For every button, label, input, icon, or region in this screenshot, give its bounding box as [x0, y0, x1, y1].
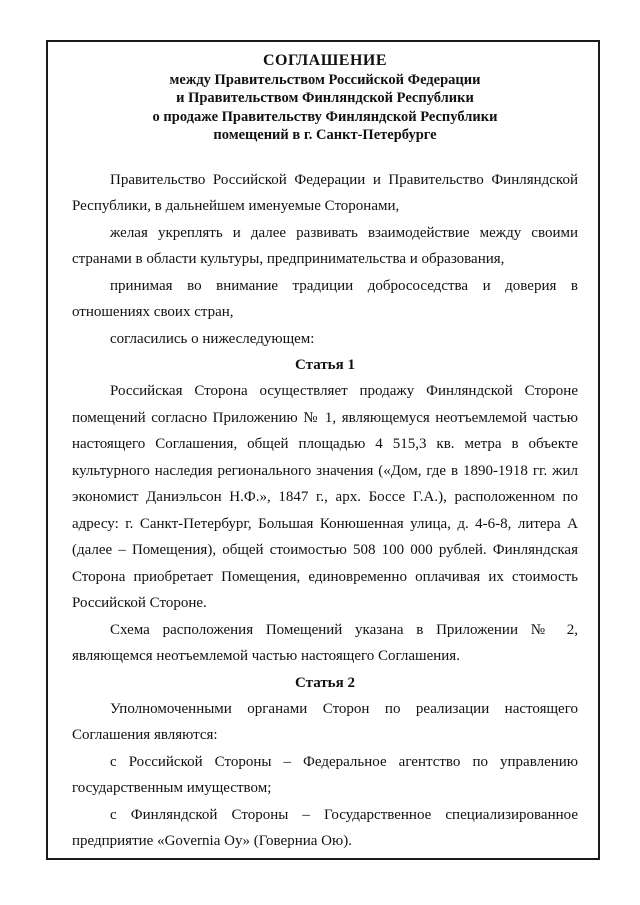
article-paragraph: с Российской Стороны – Федеральное агентство по управлению государственным имуществом;: [72, 753, 578, 796]
subtitle-line: о продаже Правительству Финляндской Республики: [152, 108, 498, 125]
article-2: [72, 670, 578, 855]
document-heading: [72, 52, 578, 145]
document-body: [72, 52, 578, 855]
subtitle-line: помещений в г. Санкт-Петербурге: [213, 127, 437, 143]
preamble: [72, 167, 578, 353]
subtitle-line: между Правительством Российской Федерации: [169, 71, 481, 88]
preamble-paragraph: Правительство Российской Федерации и Правительство Финляндской Республики, в дальнейшем именуемые Сторонами,: [72, 171, 578, 214]
article-paragraph: Российская Сторона осуществляет продажу Финляндской Стороне помещений согласно Приложению № 1, являющемуся неотъемлемой частью настоящего Соглашения, общей площадью 4 515,3 кв. метра в объекте культурного наследия регионального значения («Дом, где в 1890-1918 гг. жил экономист Даниэльсон Н.Ф.», 1847 г., арх. Боссе Г.А.), расположенном по адресу: г. Санкт-Петербург, Большая Конюшенная улица, д. 4-6-8, литера А (далее – Помещения), общей стоимостью 508 100 000 рублей. Финляндская Сторона приобретает Помещения, единовременно оплачивая их стоимость Российской Стороне.: [72, 383, 578, 611]
preamble-paragraph: согласились о нижеследующем:: [110, 330, 315, 347]
article-title: Статья 1: [295, 357, 355, 373]
preamble-paragraph: желая укреплять и далее развивать взаимодействие между своими странами в области культуры, предпринимательства и образования,: [72, 224, 578, 267]
article-1: [72, 352, 578, 670]
subtitle-line: и Правительством Финляндской Республики: [176, 90, 474, 106]
preamble-paragraph: принимая во внимание традиции добрососедства и доверия в отношениях своих стран,: [72, 277, 578, 320]
article-paragraph: с Финляндской Стороны – Государственное специализированное предприятие «Governia Oy» (Говерниа Ою).: [72, 806, 578, 849]
article-paragraph: Уполномоченными органами Сторон по реализации настоящего Соглашения являются:: [72, 700, 578, 743]
document-title: СОГЛАШЕНИЕ: [262, 52, 388, 69]
article-paragraph: Схема расположения Помещений указана в Приложении № 2, являющемся неотъемлемой частью настоящего Соглашения.: [72, 621, 578, 664]
article-title: Статья 2: [295, 674, 355, 691]
